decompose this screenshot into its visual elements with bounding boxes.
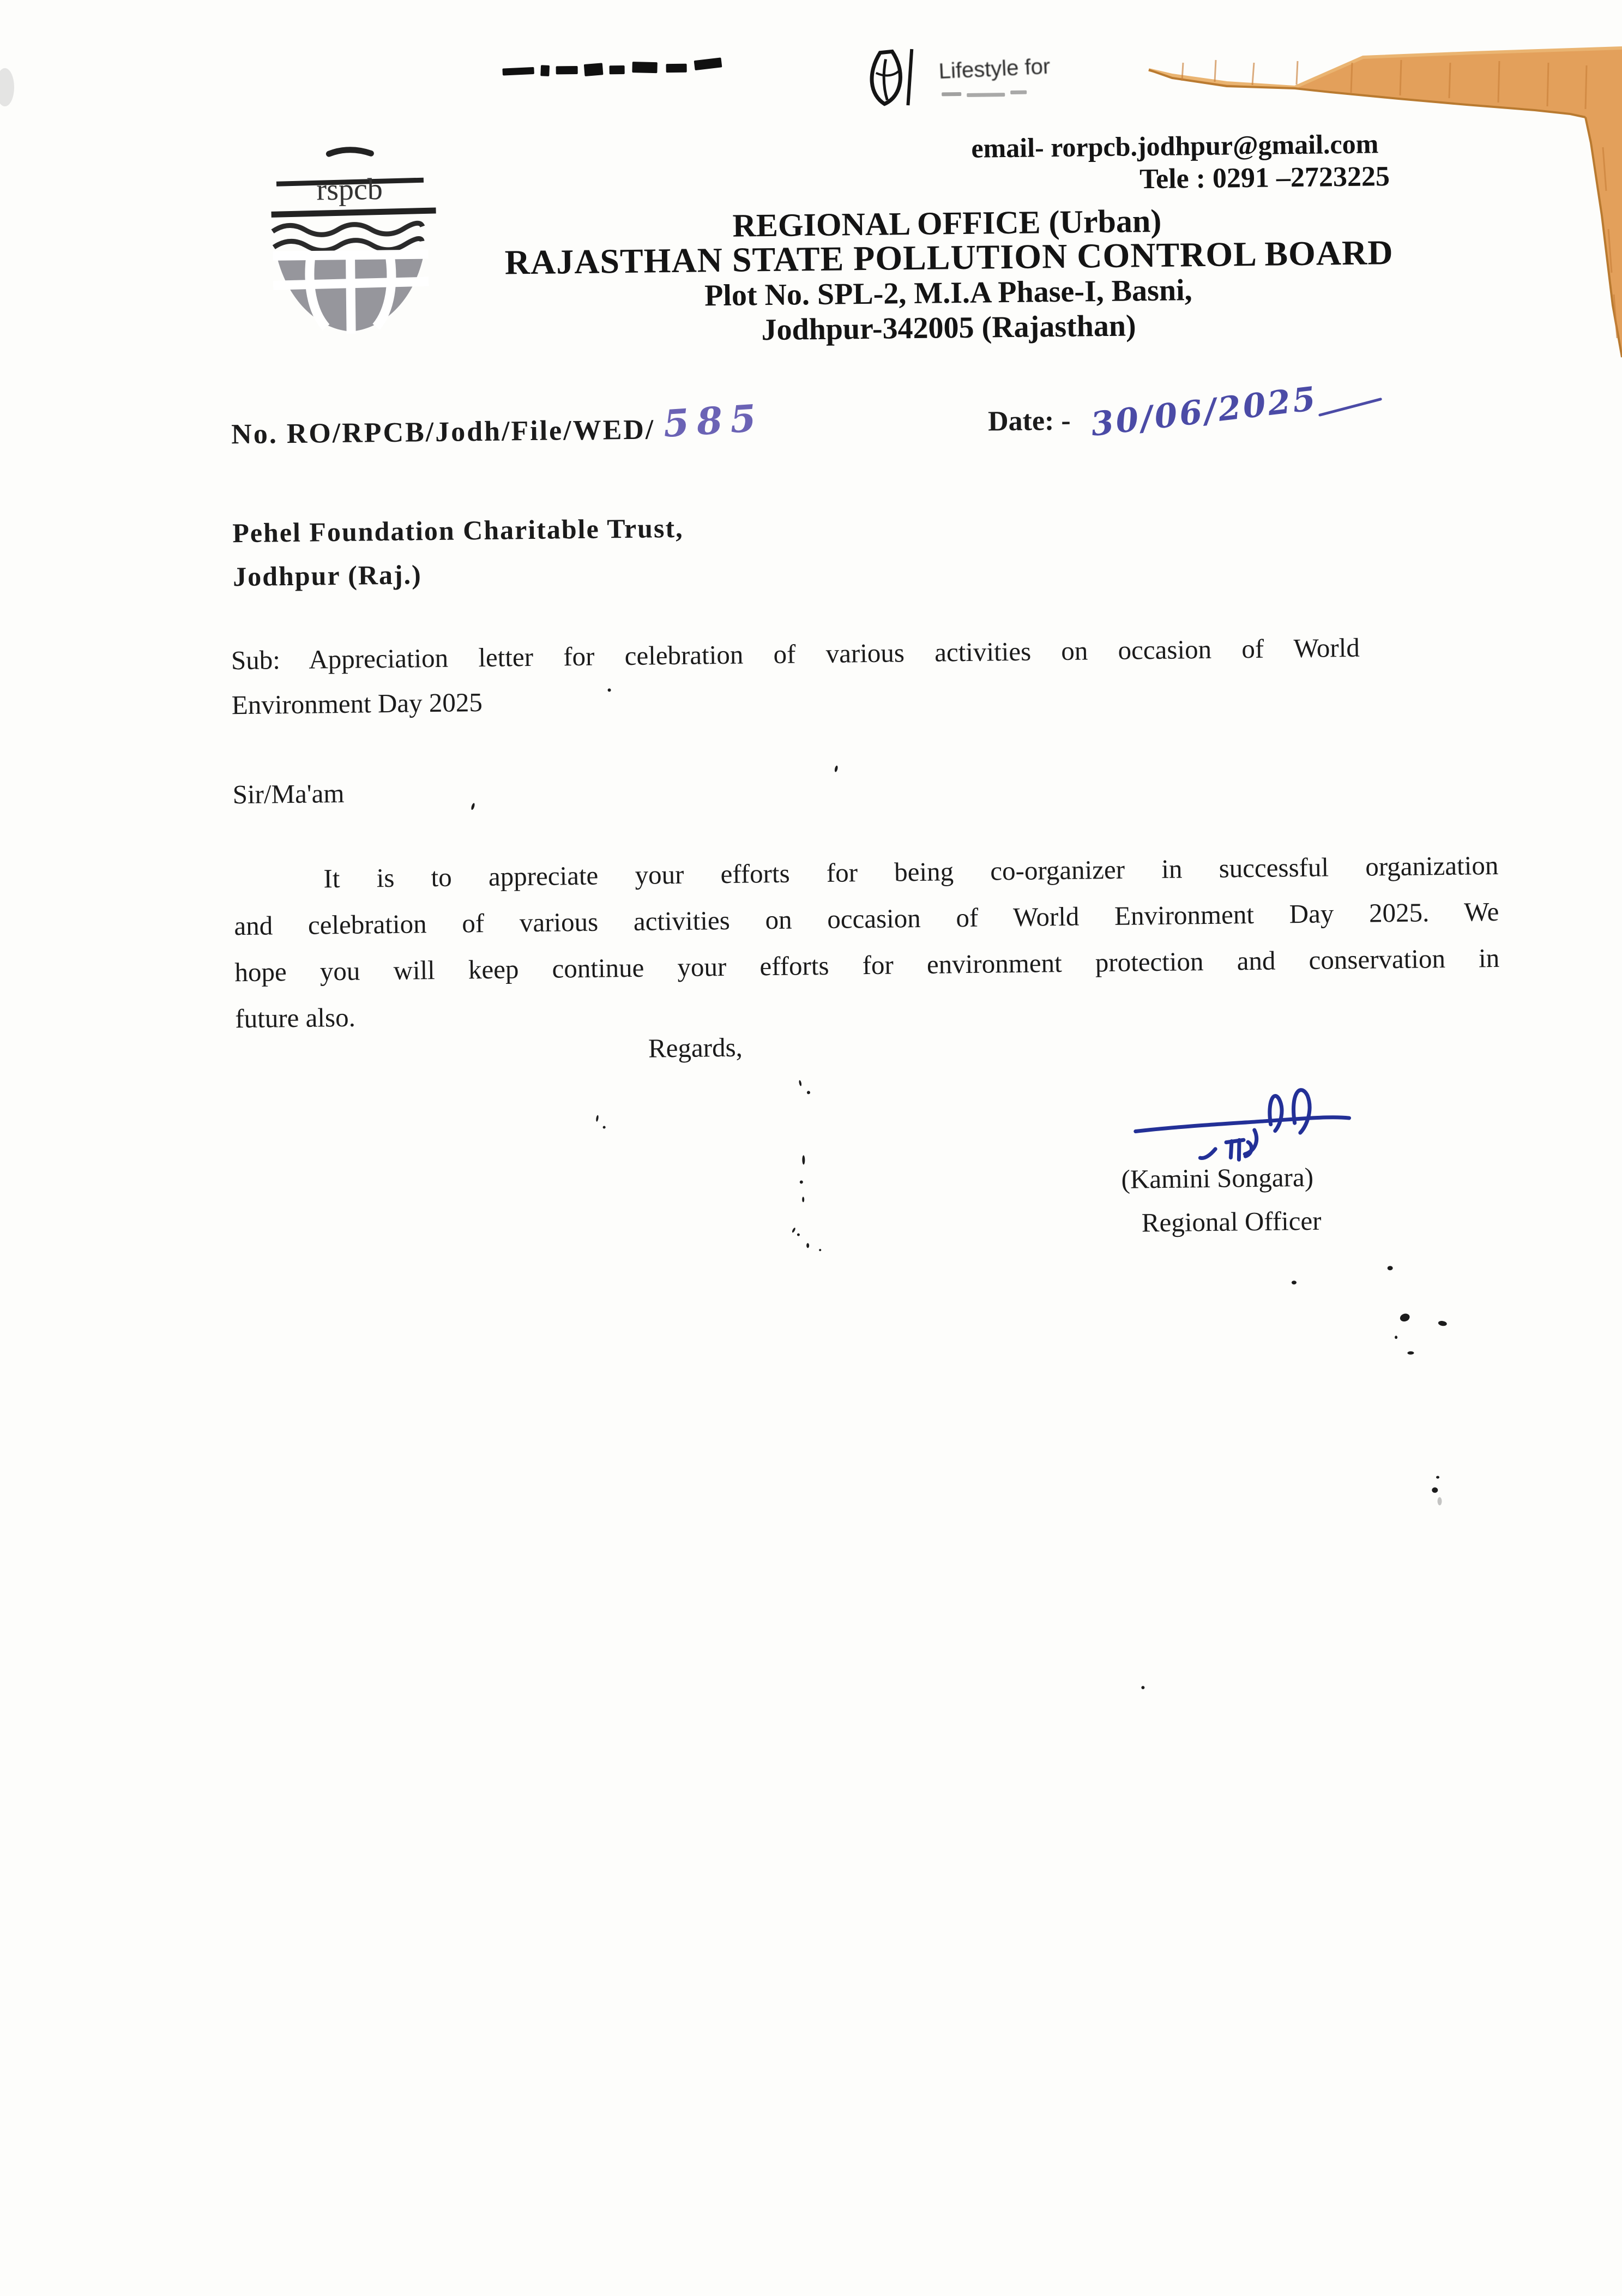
address-line1: Plot No. SPL-2, M.I.A Phase-I, Basni, bbox=[704, 273, 1192, 313]
date-line bbox=[987, 380, 1388, 444]
signatory-title: Regional Officer bbox=[1141, 1205, 1322, 1238]
life-logo-caption: Lifestyle for bbox=[938, 54, 1051, 84]
subject-line1: Sub: Appreciation letter for celebration of various activities on occasion of World bbox=[231, 632, 1360, 676]
scan-specks bbox=[0, 0, 1619, 9]
recipient-line1: Pehel Foundation Charitable Trust, bbox=[232, 512, 684, 549]
subject-line2: Environment Day 2025 bbox=[231, 687, 483, 720]
recipient-line2: Jodhpur (Raj.) bbox=[232, 559, 423, 592]
signatory-name: (Kamini Songara) bbox=[1121, 1162, 1314, 1194]
reference-number-handwritten: 585 bbox=[662, 396, 765, 446]
address-line2: Jodhpur-342005 (Rajasthan) bbox=[761, 309, 1136, 347]
salutation: Sir/Ma'am bbox=[232, 778, 345, 810]
body-line: It is to appreciate your efforts for being co-organizer in successful organization bbox=[323, 850, 1499, 894]
date-pen-flourish bbox=[1318, 398, 1382, 417]
date-label: Date: - bbox=[987, 405, 1071, 437]
mission-life-logo bbox=[859, 40, 1111, 125]
rspcb-logo bbox=[255, 141, 448, 339]
closing: Regards, bbox=[648, 1032, 743, 1063]
reference-label: No. RO/RPCB/Jodh/File/WED/ bbox=[231, 414, 655, 450]
body-line: and celebration of various activities on occasion of World Environment Day 2025. We bbox=[234, 896, 1499, 941]
cropped-header-fragment bbox=[502, 56, 743, 86]
body-paragraph bbox=[233, 842, 1500, 1042]
office-line: REGIONAL OFFICE (Urban) bbox=[732, 202, 1162, 244]
reference-line bbox=[231, 396, 765, 453]
signature bbox=[1127, 1077, 1358, 1172]
body-line: future also. bbox=[235, 1002, 356, 1034]
leaf-icon bbox=[859, 43, 931, 114]
rspcb-monogram: rspcb bbox=[316, 172, 383, 207]
date-value-handwritten: 30/06/2025 bbox=[1088, 380, 1319, 444]
tele-line: Tele : 0291 –2723225 bbox=[1139, 161, 1390, 195]
body-line: hope you will keep continue your efforts for environment protection and conservation in bbox=[234, 942, 1500, 988]
email-line: email- rorpcb.jodhpur@gmail.com bbox=[971, 128, 1379, 164]
board-name-line: RAJASTHAN STATE POLLUTION CONTROL BOARD bbox=[504, 233, 1394, 282]
